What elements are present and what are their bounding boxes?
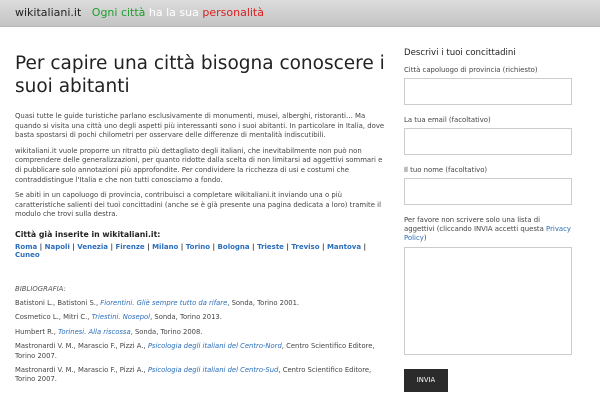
bibliography-authors: Cosmetico L., Mitri C., [15, 313, 92, 322]
description-textarea[interactable] [404, 247, 572, 355]
city-separator: | [108, 242, 116, 251]
bibliography-item [15, 328, 390, 337]
site-header [15, 6, 264, 19]
city-input[interactable] [404, 78, 572, 105]
bibliography-title-link[interactable]: Psicologia degli italiani del Centro-Nord [147, 342, 282, 351]
cities-heading: Città già inserite in wikitaliani.it: [15, 229, 161, 239]
submit-button[interactable]: INVIA [404, 369, 448, 392]
bibliography-title-link[interactable]: Triestini. Nosepol [91, 313, 151, 322]
city-separator: | [69, 242, 78, 251]
bibliography-title-link[interactable]: Fiorentini. Gliè sempre tutto da rifare [100, 298, 228, 307]
city-separator: | [283, 242, 292, 251]
site-name[interactable]: wikitaliani.it [15, 6, 82, 19]
city-link[interactable]: Napoli [44, 242, 70, 251]
name-label: Il tuo nome (facoltativo) [404, 166, 488, 174]
submission-form [404, 48, 572, 392]
form-title: Descrivi i tuoi concittadini [404, 48, 516, 58]
main-content [15, 52, 390, 390]
tagline-green: Ogni città [91, 6, 146, 19]
city-link[interactable]: Bologna [217, 242, 250, 251]
city-separator: | [361, 242, 367, 251]
bibliography-item [15, 299, 390, 308]
city-separator: | [249, 242, 258, 251]
bibliography-item [15, 342, 390, 361]
city-separator: | [319, 242, 327, 251]
city-link[interactable]: Torino [185, 242, 211, 251]
bibliography-title-link[interactable]: Psicologia degli italiani del Centro-Sud [147, 365, 279, 374]
city-link[interactable]: Treviso [291, 242, 320, 251]
city-separator: | [178, 242, 186, 251]
bibliography-authors: Humbert R., [15, 327, 59, 336]
city-separator: | [37, 242, 45, 251]
bibliography-publisher: , Sonda, Torino 2013. [150, 313, 222, 322]
bibliography-publisher: , Centro Scientifico Editore, Torino 2007. [15, 365, 372, 384]
tagline-white: ha la sua [145, 6, 203, 19]
description-label-end: ) [423, 234, 427, 242]
city-link[interactable]: Mantova [326, 242, 362, 251]
bibliography-heading: BIBLIOGRAFIA: [15, 284, 66, 293]
bibliography-list [15, 299, 390, 385]
description-label-text: Per favore non scrivere solo una lista di aggettivi (cliccando INVIA accetti questa [404, 216, 547, 233]
bibliography-item [15, 366, 390, 385]
city-link[interactable]: Roma [15, 242, 38, 251]
page-title: Per capire una città bisogna conoscere i suoi abitanti [15, 53, 385, 97]
intro-paragraph-3: Se abiti in un capoluogo di provincia, contribuisci a completare wikitaliani.it inviando una o più caratteristiche salienti dei tuoi concittadini (anche se è già presente una pagina dedicata a loro) tramite il modulo che trovi sulla destra. [15, 191, 382, 219]
city-link[interactable]: Trieste [257, 242, 284, 251]
city-label: Città capoluogo di provincia (richiesto) [404, 66, 538, 74]
name-input[interactable] [404, 178, 572, 205]
city-link[interactable]: Venezia [77, 242, 109, 251]
privacy-policy-link[interactable]: Privacy Policy [404, 225, 571, 242]
bibliography-authors: Mastronardi V. M., Marascio F., Pizzi A., [15, 342, 148, 351]
email-input[interactable] [404, 128, 572, 155]
bibliography-authors: Batistoni L., Batistoni S., [15, 298, 101, 307]
email-label: La tua email (facoltativo) [404, 116, 491, 124]
bibliography-publisher: , Centro Scientifico Editore, Torino 2007. [15, 342, 375, 360]
city-separator: | [144, 242, 153, 251]
city-links [15, 243, 390, 259]
city-link[interactable]: Cuneo [15, 250, 40, 259]
city-separator: | [210, 242, 218, 251]
description-label [404, 216, 572, 243]
bibliography-title-link[interactable]: Torinesi. Alla riscossa [58, 327, 131, 336]
bibliography-publisher: , Sonda, Torino 2001. [227, 298, 300, 307]
bibliography-authors: Mastronardi V. M., Marascio F., Pizzi A., [15, 365, 148, 374]
city-link[interactable]: Milano [152, 242, 179, 251]
bibliography-item [15, 313, 390, 322]
intro-text [15, 112, 390, 220]
tagline-red: personalità [202, 6, 264, 19]
bibliography-publisher: , Sonda, Torino 2008. [130, 327, 203, 336]
city-link[interactable]: Firenze [115, 242, 145, 251]
top-bar [0, 0, 600, 27]
intro-paragraph-1: Quasi tutte le guide turistiche parlano esclusivamente di monumenti, musei, alberghi, ristoranti… Ma quando si visita una città uno degli aspetti più interessanti sono i suoi abitanti. In particolare in Italia, dove basta spostarsi di pochi chilometri per osservare delle differenze di mentalità indiscutibili. [15, 112, 385, 140]
intro-paragraph-2: wikitaliani.it vuole proporre un ritratto più dettagliato degli italiani, che inevitabilmente non può non comprendere delle generalizzazioni, per quanto ridotte dalla scelta di non limitarsi ad aggettivi sommari e di pubblicare solo annotazioni più approfondite. Per condividere la ricchezza di usi e costumi che contraddistingue l'Italia e che non tutti conosciamo a fondo. [15, 146, 383, 184]
